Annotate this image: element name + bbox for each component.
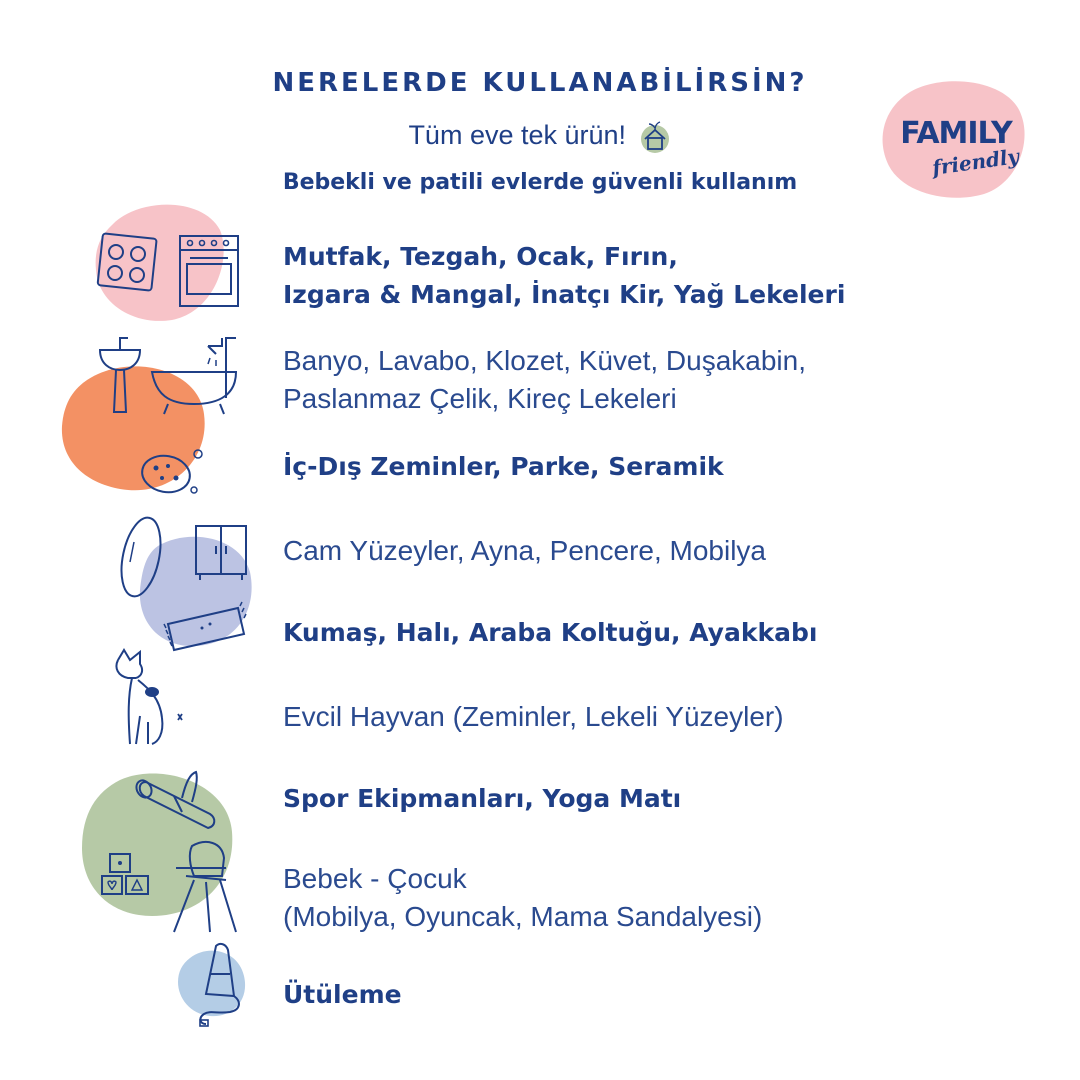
house-icon [638, 120, 672, 154]
item-line: Cam Yüzeyler, Ayna, Pencere, Mobilya [283, 535, 766, 566]
list-item-pets [283, 698, 1043, 736]
item-line: Paslanmaz Çelik, Kireç Lekeleri [283, 383, 677, 414]
toy-blocks-icon [100, 852, 154, 898]
list-item-sports [283, 780, 1043, 818]
item-line: Izgara & Mangal, İnatçı Kir, Yağ Lekeleri [283, 280, 846, 309]
item-line: Mutfak, Tezgah, Ocak, Fırın, [283, 242, 678, 271]
sink-icon [96, 330, 144, 414]
iron-icon [190, 940, 246, 1030]
subtitle-text: Tüm eve tek ürün! [408, 120, 627, 151]
item-line: Bebek - Çocuk [283, 863, 467, 894]
list-item-bathroom [283, 342, 1043, 418]
list-item-glass-surfaces [283, 532, 1043, 570]
list-item-fabric [283, 614, 1043, 652]
item-line: İç-Dış Zeminler, Parke, Seramik [283, 452, 724, 481]
page-tagline: Bebekli ve patili evlerde güvenli kullanım [282, 170, 798, 195]
bathtub-icon [150, 332, 242, 416]
sponge-icon [138, 444, 210, 500]
list-item-ironing [283, 976, 1043, 1014]
page-title: NERELERDE KULLANABİLİRSİN? [272, 68, 808, 98]
item-line: Spor Ekipmanları, Yoga Matı [283, 784, 682, 813]
yoga-mat-icon [132, 768, 224, 832]
item-line: Evcil Hayvan (Zeminler, Lekeli Yüzeyler) [283, 701, 784, 732]
badge-family-text: FAMILY [900, 116, 1012, 151]
cabinet-icon [192, 522, 250, 582]
family-friendly-badge [880, 78, 1030, 200]
list-item-baby [283, 860, 1043, 936]
item-line: Ütüleme [283, 980, 402, 1009]
item-line: Kumaş, Halı, Araba Koltuğu, Ayakkabı [283, 618, 818, 647]
list-item-kitchen [283, 238, 1043, 314]
mirror-icon [118, 512, 164, 602]
list-item-floors [283, 448, 1043, 486]
dog-icon [108, 646, 190, 750]
oven-icon [176, 232, 242, 310]
badge-friendly-text: friendly [930, 144, 1021, 180]
high-chair-icon [166, 836, 244, 936]
cooktop-icon [96, 232, 158, 294]
item-line: Banyo, Lavabo, Klozet, Küvet, Duşakabin, [283, 345, 806, 376]
item-line: (Mobilya, Oyuncak, Mama Sandalyesi) [283, 901, 763, 932]
